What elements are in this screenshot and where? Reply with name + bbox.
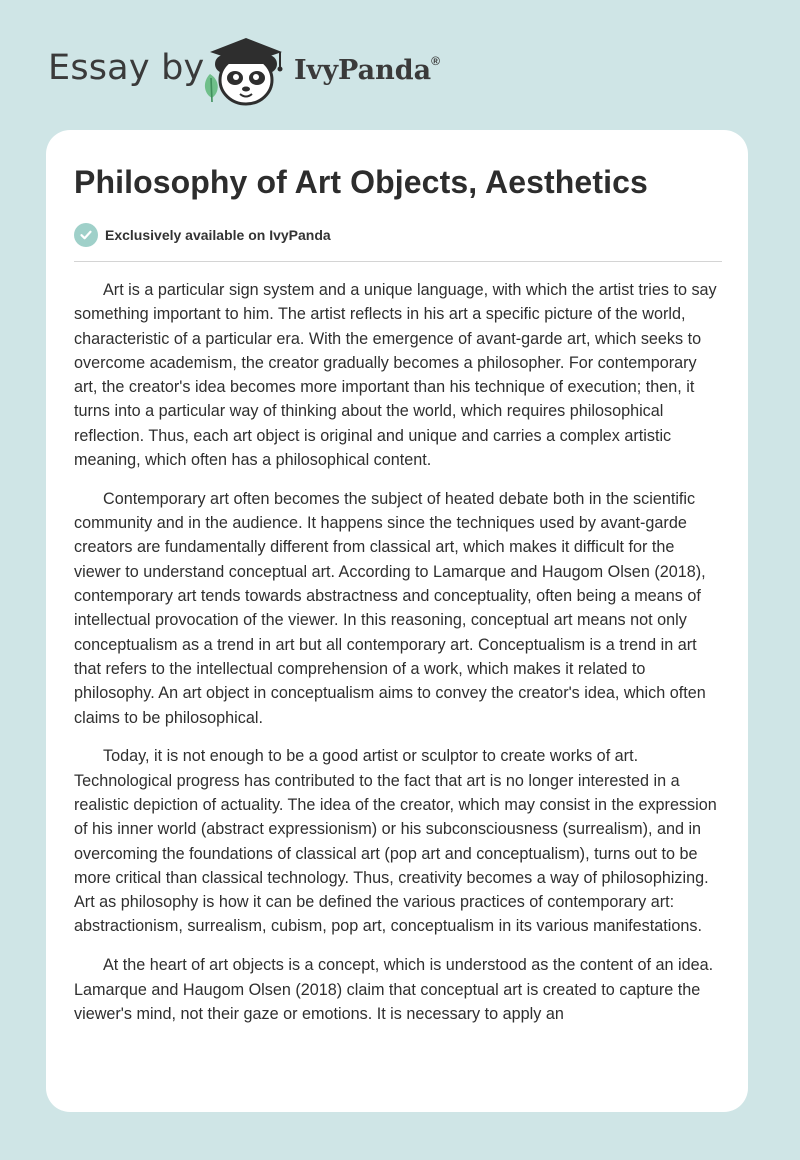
panda-logo-icon bbox=[200, 34, 292, 110]
divider bbox=[74, 261, 722, 262]
site-logo[interactable] bbox=[48, 34, 488, 110]
brand-name: IvyPanda® bbox=[294, 54, 440, 86]
exclusive-badge bbox=[74, 222, 331, 248]
article-card bbox=[46, 130, 748, 1112]
page-title: Philosophy of Art Objects, Aesthetics bbox=[74, 164, 648, 200]
paragraph: Today, it is not enough to be a good artist or sculptor to create works of art. Technological progress has contributed to the fact that art is no longer interested in a realistic depiction of actuality. The idea of the creator, which may consist in the expression of his inner world (abstract expressionism) or his subconsciousness (surrealism), and in overcoming the foundations of classical art (pop art and conceptualism), turns out to be more critical than classical technology. Thus, creativity becomes a way of philosophizing. Art as philosophy is how it can be defined the various practices of contemporary art: abstractionism, surrealism, cubism, pop art, conceptualism in its various manifestations. bbox=[74, 747, 717, 936]
article-body bbox=[74, 278, 724, 1041]
paragraph: At the heart of art objects is a concept, which is understood as the content of an idea. Lamarque and Haugom Olsen (2018) claim that conceptual art is created to capture the viewer's mind, not their gaze or emotions. It is necessary to apply an bbox=[74, 956, 714, 1023]
paragraph: Art is a particular sign system and a unique language, with which the artist tries to say something important to him. The artist reflects in his art a specific picture of the world, characteristic of a particular era. With the emergence of avant-garde art, which seeks to overcome academism, the creator gradually becomes a philosopher. For contemporary art, the creator's idea becomes more important than his technique of execution; then, it turns into a particular way of thinking about the world, which requires philosophical reflection. Thus, each art object is original and unique and carries a complex artistic meaning, which often has a philosophical content. bbox=[74, 281, 717, 470]
check-icon bbox=[74, 223, 98, 247]
paragraph: Contemporary art often becomes the subject of heated debate both in the scientific community and in the audience. It happens since the techniques used by avant-garde creators are fundamentally different from classical art, which makes it difficult for the viewer to understand conceptual art. According to Lamarque and Haugom Olsen (2018), contemporary art tends towards abstractness and conceptuality, often being a means of intellectual provocation of the viewer. In this reasoning, conceptual art means not only conceptualism as a trend in art but all contemporary art. Conceptualism is a trend in art that refers to the intellectual comprehension of a work, which makes it related to philosophy. An art object in conceptualism aims to convey the creator's idea, which often claims to be philosophical. bbox=[74, 489, 706, 727]
essay-by-label: Essay by bbox=[48, 48, 205, 88]
exclusive-badge-label: Exclusively available on IvyPanda bbox=[105, 227, 331, 243]
